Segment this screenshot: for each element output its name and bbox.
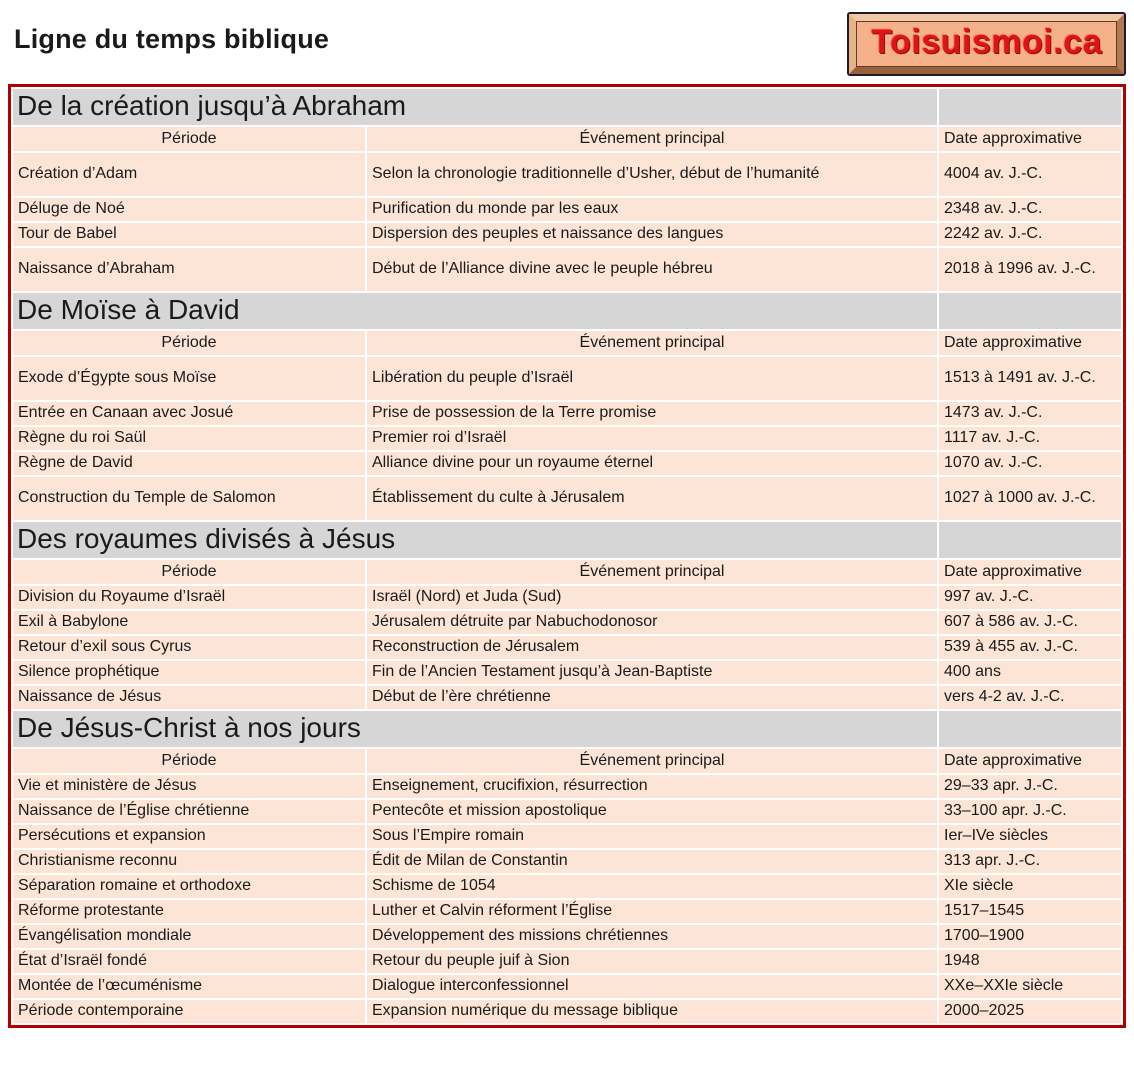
table-row bbox=[13, 477, 1121, 520]
site-logo bbox=[847, 12, 1126, 76]
date-cell: 997 av. J.-C. bbox=[939, 586, 1121, 609]
page-header bbox=[0, 0, 1134, 84]
table-row bbox=[13, 800, 1121, 823]
table-row bbox=[13, 775, 1121, 798]
evenement-cell: Expansion numérique du message biblique bbox=[367, 1000, 937, 1023]
col-header-periode: Période bbox=[13, 127, 365, 151]
evenement-cell: Dialogue interconfessionnel bbox=[367, 975, 937, 998]
section-header-row bbox=[13, 522, 1121, 558]
evenement-cell: Pentecôte et mission apostolique bbox=[367, 800, 937, 823]
table-row bbox=[13, 198, 1121, 221]
periode-cell: Séparation romaine et orthodoxe bbox=[13, 875, 365, 898]
date-cell: 2348 av. J.-C. bbox=[939, 198, 1121, 221]
table-row bbox=[13, 950, 1121, 973]
site-logo-text: Toisuismoi.ca bbox=[856, 21, 1117, 67]
date-cell: 1473 av. J.-C. bbox=[939, 402, 1121, 425]
col-header-periode: Période bbox=[13, 560, 365, 584]
table-row bbox=[13, 636, 1121, 659]
periode-cell: Exil à Babylone bbox=[13, 611, 365, 634]
table-row bbox=[13, 925, 1121, 948]
table-row bbox=[13, 661, 1121, 684]
section-title-spacer bbox=[939, 293, 1121, 329]
evenement-cell: Enseignement, crucifixion, résurrection bbox=[367, 775, 937, 798]
table-row bbox=[13, 452, 1121, 475]
table-row bbox=[13, 1000, 1121, 1023]
date-cell: 29–33 apr. J.-C. bbox=[939, 775, 1121, 798]
col-header-periode: Période bbox=[13, 749, 365, 773]
periode-cell: Silence prophétique bbox=[13, 661, 365, 684]
date-cell: 539 à 455 av. J.-C. bbox=[939, 636, 1121, 659]
evenement-cell: Sous l’Empire romain bbox=[367, 825, 937, 848]
periode-cell: État d’Israël fondé bbox=[13, 950, 365, 973]
table-row bbox=[13, 611, 1121, 634]
date-cell: 1700–1900 bbox=[939, 925, 1121, 948]
col-header-evenement: Événement principal bbox=[367, 331, 937, 355]
table-row bbox=[13, 586, 1121, 609]
evenement-cell: Jérusalem détruite par Nabuchodonosor bbox=[367, 611, 937, 634]
date-cell: 313 apr. J.-C. bbox=[939, 850, 1121, 873]
table-row bbox=[13, 223, 1121, 246]
col-header-periode: Période bbox=[13, 331, 365, 355]
date-cell: 2000–2025 bbox=[939, 1000, 1121, 1023]
periode-cell: Règne du roi Saül bbox=[13, 427, 365, 450]
table-row bbox=[13, 248, 1121, 291]
date-cell: 2018 à 1996 av. J.-C. bbox=[939, 248, 1121, 291]
periode-cell: Période contemporaine bbox=[13, 1000, 365, 1023]
date-cell: 33–100 apr. J.-C. bbox=[939, 800, 1121, 823]
col-header-evenement: Événement principal bbox=[367, 127, 937, 151]
date-cell: vers 4-2 av. J.-C. bbox=[939, 686, 1121, 709]
column-header-row bbox=[13, 127, 1121, 151]
table-row bbox=[13, 357, 1121, 400]
table-row bbox=[13, 975, 1121, 998]
table-row bbox=[13, 427, 1121, 450]
page-title: Ligne du temps biblique bbox=[14, 24, 330, 54]
periode-cell: Réforme protestante bbox=[13, 900, 365, 923]
column-header-row bbox=[13, 560, 1121, 584]
evenement-cell: Premier roi d’Israël bbox=[367, 427, 937, 450]
date-cell: 2242 av. J.-C. bbox=[939, 223, 1121, 246]
evenement-cell: Établissement du culte à Jérusalem bbox=[367, 477, 937, 520]
evenement-cell: Schisme de 1054 bbox=[367, 875, 937, 898]
evenement-cell: Fin de l’Ancien Testament jusqu’à Jean-Baptiste bbox=[367, 661, 937, 684]
evenement-cell: Purification du monde par les eaux bbox=[367, 198, 937, 221]
periode-cell: Retour d’exil sous Cyrus bbox=[13, 636, 365, 659]
evenement-cell: Développement des missions chrétiennes bbox=[367, 925, 937, 948]
table-row bbox=[13, 153, 1121, 196]
section-title-spacer bbox=[939, 89, 1121, 125]
date-cell: 1517–1545 bbox=[939, 900, 1121, 923]
periode-cell: Entrée en Canaan avec Josué bbox=[13, 402, 365, 425]
evenement-cell: Reconstruction de Jérusalem bbox=[367, 636, 937, 659]
date-cell: 4004 av. J.-C. bbox=[939, 153, 1121, 196]
evenement-cell: Luther et Calvin réforment l’Église bbox=[367, 900, 937, 923]
section-title-spacer bbox=[939, 522, 1121, 558]
section-title: Des royaumes divisés à Jésus bbox=[13, 522, 937, 558]
column-header-row bbox=[13, 331, 1121, 355]
timeline-table bbox=[8, 84, 1126, 1028]
date-cell: 1027 à 1000 av. J.-C. bbox=[939, 477, 1121, 520]
periode-cell: Christianisme reconnu bbox=[13, 850, 365, 873]
col-header-evenement: Événement principal bbox=[367, 560, 937, 584]
periode-cell: Règne de David bbox=[13, 452, 365, 475]
date-cell: 607 à 586 av. J.-C. bbox=[939, 611, 1121, 634]
periode-cell: Tour de Babel bbox=[13, 223, 365, 246]
col-header-date: Date approximative bbox=[939, 331, 1121, 355]
table-row bbox=[13, 850, 1121, 873]
section-title-spacer bbox=[939, 711, 1121, 747]
section-title: De la création jusqu’à Abraham bbox=[13, 89, 937, 125]
table-row bbox=[13, 686, 1121, 709]
evenement-cell: Israël (Nord) et Juda (Sud) bbox=[367, 586, 937, 609]
evenement-cell: Libération du peuple d’Israël bbox=[367, 357, 937, 400]
periode-cell: Montée de l’œcuménisme bbox=[13, 975, 365, 998]
periode-cell: Naissance de l’Église chrétienne bbox=[13, 800, 365, 823]
section-header-row bbox=[13, 293, 1121, 329]
evenement-cell: Alliance divine pour un royaume éternel bbox=[367, 452, 937, 475]
date-cell: XXe–XXIe siècle bbox=[939, 975, 1121, 998]
periode-cell: Exode d’Égypte sous Moïse bbox=[13, 357, 365, 400]
periode-cell: Déluge de Noé bbox=[13, 198, 365, 221]
periode-cell: Naissance de Jésus bbox=[13, 686, 365, 709]
date-cell: 400 ans bbox=[939, 661, 1121, 684]
col-header-evenement: Événement principal bbox=[367, 749, 937, 773]
section-header-row bbox=[13, 89, 1121, 125]
col-header-date: Date approximative bbox=[939, 127, 1121, 151]
table-row bbox=[13, 825, 1121, 848]
section-title: De Jésus-Christ à nos jours bbox=[13, 711, 937, 747]
date-cell: 1513 à 1491 av. J.-C. bbox=[939, 357, 1121, 400]
periode-cell: Division du Royaume d’Israël bbox=[13, 586, 365, 609]
section-title: De Moïse à David bbox=[13, 293, 937, 329]
periode-cell: Création d’Adam bbox=[13, 153, 365, 196]
periode-cell: Persécutions et expansion bbox=[13, 825, 365, 848]
table-row bbox=[13, 402, 1121, 425]
table-row bbox=[13, 875, 1121, 898]
evenement-cell: Retour du peuple juif à Sion bbox=[367, 950, 937, 973]
evenement-cell: Début de l’ère chrétienne bbox=[367, 686, 937, 709]
periode-cell: Évangélisation mondiale bbox=[13, 925, 365, 948]
evenement-cell: Selon la chronologie traditionnelle d’Usher, début de l’humanité bbox=[367, 153, 937, 196]
evenement-cell: Prise de possession de la Terre promise bbox=[367, 402, 937, 425]
col-header-date: Date approximative bbox=[939, 560, 1121, 584]
periode-cell: Naissance d’Abraham bbox=[13, 248, 365, 291]
date-cell: 1070 av. J.-C. bbox=[939, 452, 1121, 475]
periode-cell: Construction du Temple de Salomon bbox=[13, 477, 365, 520]
date-cell: 1117 av. J.-C. bbox=[939, 427, 1121, 450]
col-header-date: Date approximative bbox=[939, 749, 1121, 773]
evenement-cell: Édit de Milan de Constantin bbox=[367, 850, 937, 873]
table-row bbox=[13, 900, 1121, 923]
section-header-row bbox=[13, 711, 1121, 747]
date-cell: 1948 bbox=[939, 950, 1121, 973]
date-cell: Ier–IVe siècles bbox=[939, 825, 1121, 848]
date-cell: XIe siècle bbox=[939, 875, 1121, 898]
evenement-cell: Dispersion des peuples et naissance des langues bbox=[367, 223, 937, 246]
column-header-row bbox=[13, 749, 1121, 773]
evenement-cell: Début de l’Alliance divine avec le peuple hébreu bbox=[367, 248, 937, 291]
periode-cell: Vie et ministère de Jésus bbox=[13, 775, 365, 798]
site-logo-bevel bbox=[849, 14, 1124, 74]
